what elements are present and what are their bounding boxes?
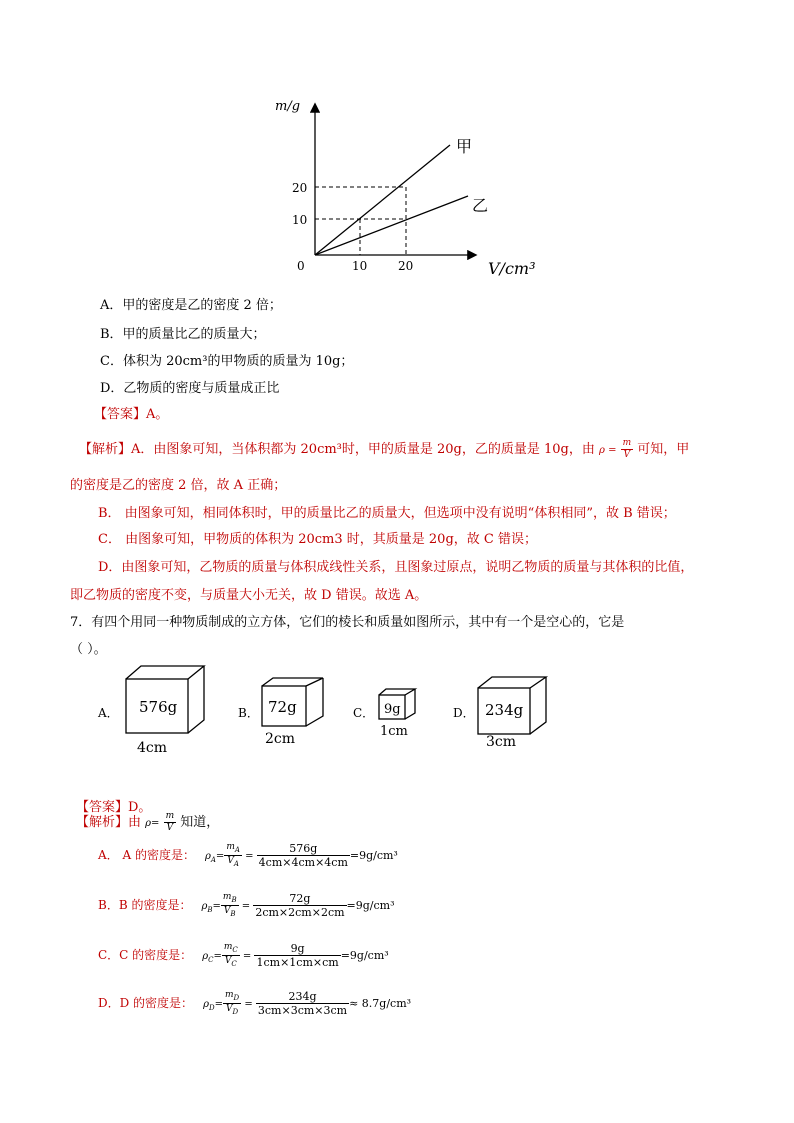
- q6-option-a: A．甲的密度是乙的密度 2 倍；: [100, 298, 282, 313]
- density-label: D．D 的密度是：: [98, 996, 194, 1010]
- svg-text:B．: B．: [238, 706, 259, 720]
- fraction-denominator: 2cm×2cm×2cm: [255, 906, 345, 919]
- svg-text:9g: 9g: [384, 702, 401, 717]
- mv-fraction: $\frac{m_D}{V_D}$: [224, 990, 240, 1016]
- m-subscript: D: [233, 994, 240, 1002]
- fraction-numerator: 576g: [257, 843, 350, 856]
- q7-analysis-prefix: 【解析】由: [76, 815, 142, 830]
- v-subscript: C: [231, 959, 237, 968]
- q6-analysis-d-line1: D．由图象可知，乙物质的质量与体积成线性关系，且图象过原点，说明乙物质的质量与其体积的比值，: [98, 560, 694, 575]
- rho-subscript: C: [208, 956, 214, 964]
- svg-text:576g: 576g: [139, 698, 178, 716]
- density-result: ≈ 8.7g/cm³: [349, 997, 412, 1010]
- q6-answer: 【答案】A。: [94, 407, 169, 422]
- m-subscript: A: [234, 846, 240, 854]
- x-tick-20: 20: [398, 259, 414, 273]
- mv-fraction: $\frac{m_A}{V_A}$: [226, 842, 240, 868]
- q6-analysis-d-line2: 即乙物质的密度不变，与质量大小无关，故 D 错误。故选 A。: [70, 588, 428, 603]
- q6-analysis-b: B． 由图象可知，相同体积时，甲的质量比乙的质量大，但选项中没有说明“体积相同”，故 B 错误；: [98, 506, 676, 521]
- value-fraction: [256, 991, 349, 1016]
- q6-option-b: B．甲的质量比乙的质量大；: [100, 327, 266, 342]
- m-subscript: C: [232, 946, 238, 954]
- label-jia: 甲: [456, 137, 473, 156]
- svg-text:D．: D．: [453, 706, 475, 720]
- q6-option-d: D．乙物质的密度与质量成正比: [100, 381, 280, 396]
- rho-subscript: A: [210, 856, 216, 864]
- svg-text:3cm: 3cm: [486, 734, 517, 750]
- rho-symbol: ρ =: [599, 445, 617, 456]
- q7-answer: 【答案】D。: [76, 800, 152, 815]
- density-result: =9g/cm³: [346, 899, 395, 912]
- fraction-numerator: 9g: [254, 943, 340, 956]
- mv-fraction: $\frac{m_B}{V_B}$: [222, 892, 237, 918]
- rho-fraction: [164, 812, 177, 833]
- value-fraction: [253, 893, 346, 918]
- q6-analysis-a-line2: 的密度是乙的密度 2 倍，故 A 正确；: [70, 478, 287, 493]
- q6-analysis-a-text: 【解析】A．由图象可知，当体积都为 20cm³时，甲的质量是 20g，乙的质量是 10g，由: [79, 442, 595, 457]
- y-axis-label: m/g: [275, 99, 301, 114]
- x-axis-label: V/cm³: [488, 259, 536, 278]
- rho-symbol: ρ=: [145, 818, 160, 829]
- density-line-d: D．D 的密度是： $\rho_D=$ $\frac{m_D}{V_D}$ = $\frac{234g}{3cm\times 3cm\times 3cm}$ ≈ 8.7g/cm³: [98, 990, 412, 1017]
- svg-text:1cm: 1cm: [380, 724, 408, 739]
- density-result: =9g/cm³: [349, 849, 398, 862]
- line-yi: [315, 196, 468, 255]
- q7-cubes-figure: [95, 660, 565, 760]
- fraction-denominator: 4cm×4cm×4cm: [258, 856, 348, 869]
- q7-stem-line1: 7．有四个用同一种物质制成的立方体，它们的棱长和质量如图所示，其中有一个是空心的，它是: [70, 615, 625, 630]
- rho-symbol: $\rho_B=$: [201, 901, 221, 914]
- cube-c: [353, 689, 415, 739]
- svg-text:72g: 72g: [268, 698, 297, 716]
- density-line-c: C．C 的密度是： $\rho_C=$ $\frac{m_C}{V_C}$ = $\frac{9g}{1cm\times 1cm\times cm}$ =9g/cm³: [98, 942, 389, 969]
- svg-text:C．: C．: [353, 706, 375, 720]
- rho-symbol: $\rho_A=$: [204, 851, 225, 864]
- label-yi: 乙: [472, 196, 489, 215]
- line-jia: [315, 145, 450, 255]
- rho-subscript: B: [207, 906, 213, 914]
- rho-symbol: $\rho_C=$: [202, 951, 222, 964]
- density-result: =9g/cm³: [340, 949, 389, 962]
- fraction-numerator: m: [622, 438, 632, 448]
- density-label: B．B 的密度是：: [98, 898, 192, 912]
- v-subscript: A: [233, 859, 239, 868]
- density-line-a: A． A 的密度是： $\rho_A=$ $\frac{m_A}{V_A}$ = $\frac{576g}{4cm\times 4cm\times 4cm}$ =9g/cm³: [98, 842, 398, 869]
- q7-stem-line2: （ ）。: [70, 642, 107, 657]
- svg-text:A．: A．: [98, 706, 119, 720]
- cube-a: [97, 666, 204, 756]
- q6-analysis-a-text-2: 可知，甲: [637, 442, 690, 457]
- value-fraction: [257, 843, 350, 868]
- mv-fraction: $\frac{m_C}{V_C}$: [223, 942, 238, 968]
- q6-option-c: C．体积为 20cm³的甲物质的质量为 10g；: [100, 354, 354, 369]
- q7-analysis-intro: [76, 806, 219, 841]
- v-subscript: D: [232, 1007, 239, 1016]
- fraction-denominator: 1cm×1cm×cm: [256, 956, 339, 969]
- fraction-denominator: V: [623, 450, 631, 460]
- fraction-denominator: 3cm×3cm×3cm: [257, 1004, 348, 1017]
- rho-fraction: [621, 439, 634, 460]
- rho-symbol: $\rho_D=$: [203, 999, 223, 1012]
- cube-b: [238, 678, 323, 747]
- q7-analysis-suffix: 知道，: [180, 815, 220, 830]
- density-label: C．C 的密度是：: [98, 948, 193, 962]
- fraction-numerator: 72g: [253, 893, 346, 906]
- fraction-denominator: V: [166, 823, 174, 833]
- m-subscript: B: [231, 896, 237, 904]
- mass-volume-graph: [270, 90, 560, 285]
- cube-d: [453, 677, 546, 750]
- q6-analysis-c: C． 由图象可知，甲物质的体积为 20cm3 时，其质量是 20g，故 C 错误；: [98, 532, 537, 547]
- density-label: A． A 的密度是：: [98, 848, 195, 862]
- x-tick-10: 10: [352, 259, 368, 273]
- fraction-numerator: 234g: [256, 991, 349, 1004]
- origin-label: 0: [297, 259, 305, 273]
- fraction-numerator: m: [165, 811, 175, 821]
- value-fraction: [254, 943, 340, 968]
- density-line-b: B．B 的密度是： $\rho_B=$ $\frac{m_B}{V_B}$ = $\frac{72g}{2cm\times 2cm\times 2cm}$ =9g/cm³: [98, 892, 395, 919]
- svg-text:4cm: 4cm: [137, 740, 168, 756]
- svg-text:2cm: 2cm: [265, 731, 296, 747]
- q6-analysis-a-line1: [79, 438, 689, 460]
- rho-subscript: D: [208, 1004, 215, 1012]
- y-tick-10: 10: [292, 213, 308, 227]
- y-tick-20: 20: [292, 181, 308, 195]
- svg-text:234g: 234g: [485, 701, 524, 719]
- v-subscript: B: [230, 909, 236, 918]
